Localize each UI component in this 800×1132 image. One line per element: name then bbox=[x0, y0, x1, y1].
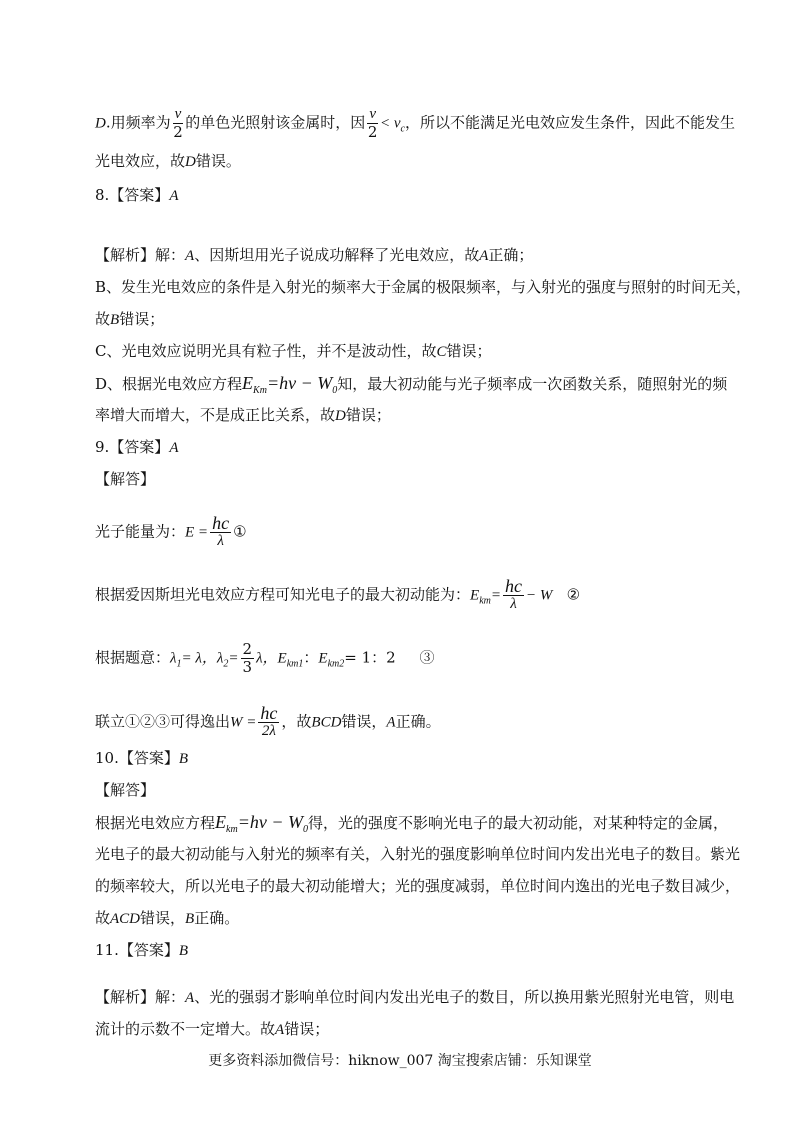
option-d-line1: D.用频率为 $\frac{v}{2}$ 的单色光照射该金属时，因 $\frac{v}{2}$ < $v_c$，所以不能满足光电效应发生条件，因此不能发生 bbox=[95, 106, 735, 141]
q8-analysis-1: 【解析】解：A、因斯坦用光子说成功解释了光电效应，故A正确； bbox=[95, 246, 534, 264]
q11-p1: 【解析】解：A、光的强弱才影响单位时间内发出光电子的数目，所以换用紫光照射光电管，则电 bbox=[95, 988, 735, 1006]
q8-analysis-3: 故B错误； bbox=[95, 310, 165, 328]
q10-p4: 故ACD错误，B正确。 bbox=[95, 909, 240, 927]
q9-answer: 9.【答案】A bbox=[95, 438, 179, 456]
q10-jieda: 【解答】 bbox=[95, 781, 156, 799]
q9-jieda: 【解答】 bbox=[95, 470, 156, 488]
q10-p2: 光电子的最大初动能与入射光的频率有关，入射光的强度影响单位时间内发出光电子的数目。紫光 bbox=[95, 845, 741, 863]
q8-answer: 8.【答案】A bbox=[95, 186, 179, 204]
q9-eq3: 根据题意：$\lambda_1= \lambda$，$\lambda_2=$ $\frac{2}{3}$ λ，$E_{km1}$：$E_{km2}= 1$：2 ③ bbox=[95, 640, 435, 676]
q9-eq1: 光子能量为：E = $\frac{hc}{\lambda}$ ① bbox=[95, 513, 247, 549]
q8-analysis-6: 率增大而增大，不是成正比关系，故D错误； bbox=[95, 406, 391, 424]
q10-p3: 的频率较大，所以光电子的最大初动能增大；光的强度减弱，单位时间内逸出的光电子数目减少， bbox=[95, 877, 741, 895]
q9-eq2: 根据爱因斯坦光电效应方程可知光电子的最大初动能为：$E_{km}=$ $\frac{hc}{\lambda}$ − W ② bbox=[95, 576, 581, 612]
q8-analysis-5: D、根据光电效应方程$E_{Km}=h\nu - W_0$知，最大初动能与光子频率成一次函数关系，随照射光的频 bbox=[95, 373, 728, 396]
page-footer: 更多资料添加微信号：hiknow_007 淘宝搜索店铺：乐知课堂 bbox=[208, 1053, 592, 1069]
q9-eq4: 联立①②③可得逸出W = $\frac{hc}{2\lambda}$ ，故BCD错误，A正确。 bbox=[95, 703, 441, 739]
q10-answer: 10.【答案】B bbox=[95, 749, 189, 767]
q8-analysis-2: B、发生光电效应的条件是入射光的频率大于金属的极限频率，与入射光的强度与照射的时间无关， bbox=[95, 278, 752, 296]
option-d-line2: 光电效应，故D错误。 bbox=[95, 152, 241, 170]
q11-answer: 11.【答案】B bbox=[95, 941, 189, 959]
q10-p1: 根据光电效应方程$E_{km}=h\nu - W_0$得，光的强度不影响光电子的最大初动能，对某种特定的金属， bbox=[95, 812, 728, 835]
q8-analysis-4: C、光电效应说明光具有粒子性，并不是波动性，故C错误； bbox=[95, 342, 492, 360]
q11-p2: 流计的示数不一定增大。故A错误； bbox=[95, 1020, 330, 1038]
